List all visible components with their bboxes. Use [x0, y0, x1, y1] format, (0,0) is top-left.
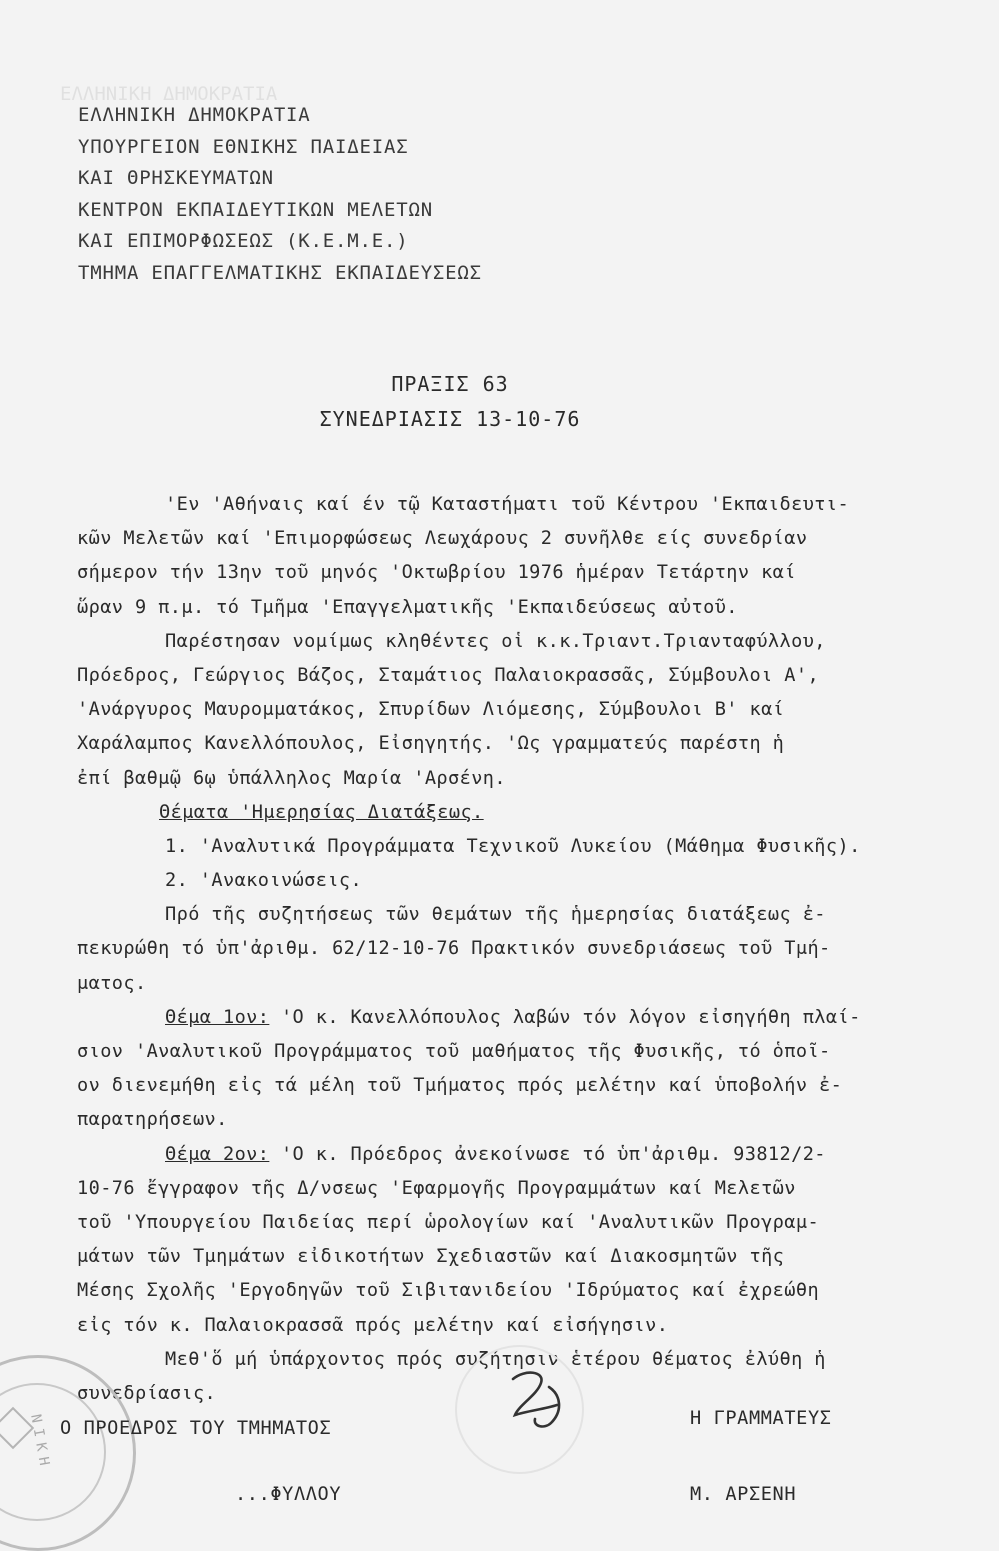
paragraph-line: 10-76 ἔγγραφον τῆς Δ/νσεως 'Εφαρμογῆς Προγραμμάτων καί Μελετῶν — [77, 1177, 796, 1199]
letterhead-line: ΤΜΗΜΑ ΕΠΑΓΓΕΛΜΑΤΙΚΗΣ ΕΚΠΑΙΔΕΥΣΕΩΣ — [78, 261, 482, 284]
paragraph-line: μάτων τῶν Τμημάτων εἰδικοτήτων Σχεδιαστῶν καί Διακοσμητῶν τῆς — [77, 1246, 785, 1268]
paragraph-line: σήμερον τήν 13ην τοῦ μηνός 'Οκτωβρίου 1976 ἡμέραν Τετάρτην καί — [77, 562, 796, 584]
topic-1-text: 'Ο κ. Κανελλόπουλος λαβών τόν λόγον εἰσηγήθη πλαί- — [269, 1006, 861, 1028]
paragraph-line: Μέσης Σχολῆς 'Εργοδηγῶν τοῦ Σιβιτανιδείου 'Ιδρύματος καί ἐχρεώθη — [77, 1280, 820, 1302]
paragraph-line: ματος. — [77, 972, 147, 994]
session-date: ΣΥΝΕΔΡΙΑΣΙΣ 13-10-76 — [319, 407, 581, 431]
topic-1-label: Θέμα 1ον: — [165, 1006, 270, 1028]
paragraph-line: παρατηρήσεων. — [77, 1109, 228, 1131]
paragraph-line: κῶν Μελετῶν καί 'Επιμορφώσεως Λεωχάρους 2 συνῆλθε είς συνεδρίαν — [77, 528, 808, 550]
handwritten-initials — [505, 1365, 575, 1435]
agenda-heading — [77, 796, 957, 830]
paragraph-line: Πρό τῆς συζητήσεως τῶν θεμάτων τῆς ἡμερησίας διατάξεως ἐ- — [165, 904, 826, 926]
topic-1-first-line — [77, 1001, 957, 1035]
letterhead-line: ΕΛΛΗΝΙΚΗ ΔΗΜΟΚΡΑΤΙΑ — [78, 104, 311, 126]
paragraph-line: ὥραν 9 π.μ. τό Τμῆμα 'Επαγγελματικῆς 'Εκπαιδεύσεως αὐτοῦ. — [77, 596, 738, 618]
paragraph-line: 'Ανάργυρος Μαυρομματάκος, Σπυρίδων Λιόμεσης, Σύμβουλοι Β' καί — [77, 699, 785, 721]
paragraph-line: πεκυρώθη τό ὑπ'ἀριθμ. 62/12-10-76 Πρακτικόν συνεδριάσεως τοῦ Τμή- — [77, 938, 831, 960]
agenda-item: 1. 'Αναλυτικά Προγράμματα Τεχνικοῦ Λυκείου (Μάθημα Φυσικῆς). — [165, 835, 861, 857]
letterhead-line: ΚΑΙ ΕΠΙΜΟΡΦΩΣΕΩΣ (Κ.Ε.Μ.Ε.) — [78, 230, 409, 252]
president-title: Ο ΠΡΟΕΔΡΟΣ ΤΟΥ ΤΜΗΜΑΤΟΣ — [60, 1418, 332, 1439]
act-number: ΠΡΑΞΙΣ 63 — [391, 372, 509, 396]
agenda-item: 2. 'Ανακοινώσεις. — [165, 870, 363, 892]
paragraph-line: Παρέστησαν νομίμως κληθέντες οἱ κ.κ.Τριαντ.Τριανταφύλλου, — [165, 630, 826, 652]
paragraph-line: τοῦ 'Υπουργείου Παιδείας περί ὡρολογίων καί 'Αναλυτικῶν Προγραμ- — [77, 1211, 820, 1233]
stamp-inner-ring — [0, 1383, 106, 1521]
letterhead — [78, 100, 482, 289]
paragraph-line: σιον 'Αναλυτικοῦ Προγράμματος τοῦ μαθήματος τῆς Φυσικῆς, τό ὁποῖ- — [77, 1041, 831, 1062]
secretary-name: Μ. ΑΡΣΕΝΗ — [690, 1484, 797, 1505]
president-name: ...ΦΥΛΛΟΥ — [235, 1484, 342, 1505]
bleed-line: ΕΛΛΗΝΙΚΗ ΔΗΜΟΚΡΑΤΙΑ — [60, 83, 278, 105]
letterhead-line: ΚΕΝΤΡΟΝ ΕΚΠΑΙΔΕΥΤΙΚΩΝ ΜΕΛΕΤΩΝ — [78, 198, 433, 221]
topic-2-first-line — [77, 1138, 957, 1172]
topic-2-label: Θέμα 2ον: — [165, 1143, 270, 1165]
paragraph-line: Χαράλαμπος Κανελλόπουλος, Εἰσηγητής. 'Ως γραμματεύς παρέστη ἡ — [77, 733, 785, 755]
secretary-title: Η ΓΡΑΜΜΑΤΕΥΣ — [690, 1408, 832, 1429]
paragraph-line: εἰς τόν κ. Παλαιοκρασσᾶ πρός μελέτην καί εἰσήγησιν. — [77, 1314, 669, 1336]
minutes-body — [77, 488, 957, 1411]
letterhead-line: ΥΠΟΥΡΓΕΙΟΝ ΕΘΝΙΚΗΣ ΠΑΙΔΕΙΑΣ — [78, 135, 409, 158]
paragraph-line: 'Εν 'Αθήναις καί έν τῷ Καταστήματι τοῦ Κέντρου 'Εκπαιδευτι- — [165, 494, 850, 515]
paragraph-line: Μεθ'ὅ μή ὑπάρχοντος πρός συζήτησιν ἑτέρου θέματος ἐλύθη ἡ — [165, 1348, 826, 1370]
paragraph-line: Πρόεδρος, Γεώργιος Βάζος, Σταμάτιος Παλαιοκρασσᾶς, Σύμβουλοι Α', — [77, 664, 820, 686]
topic-2-text: 'Ο κ. Πρόεδρος ἀνεκοίνωσε τό ὑπ'ἀριθμ. 93812/2- — [269, 1143, 826, 1165]
paragraph-line: ον διενεμήθη εἰς τά μέλη τοῦ Τμήματος πρός μελέτην καί ὑποβολήν ἐ- — [77, 1075, 843, 1097]
paragraph-line: ἐπί βαθμῷ 6ῳ ὑπάλληλος Μαρία 'Αρσένη. — [77, 767, 506, 789]
letterhead-line: ΚΑΙ ΘΡΗΣΚΕΥΜΑΤΩΝ — [78, 167, 274, 189]
stamp-text: ΝΙΚΗ — [27, 1413, 54, 1473]
agenda-heading-text: Θέματα 'Ημερησίας Διατάξεως. — [159, 801, 484, 823]
paragraph-line: συνεδρίασις. — [77, 1382, 217, 1404]
